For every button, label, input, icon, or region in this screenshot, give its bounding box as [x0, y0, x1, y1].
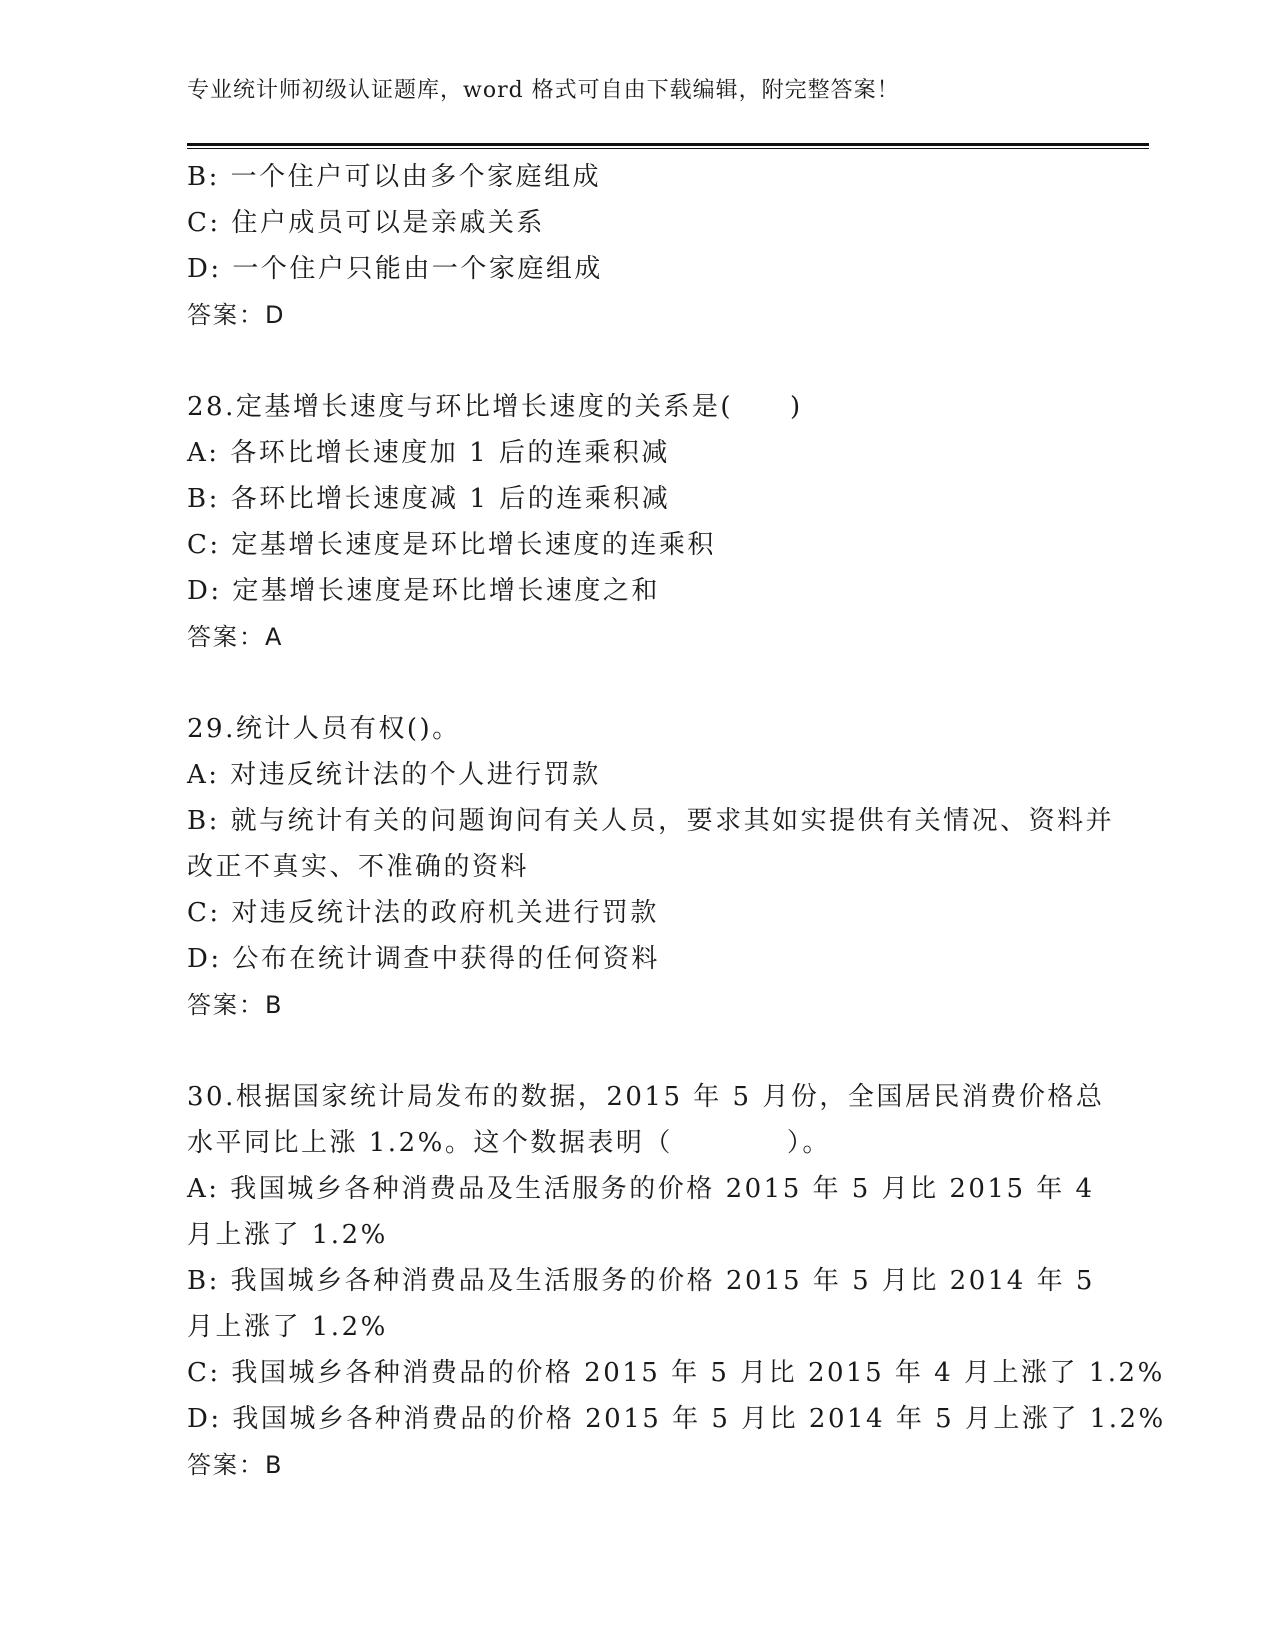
- question-block-29: [187, 706, 1117, 1028]
- option-d: D: 一个住户只能由一个家庭组成: [187, 254, 603, 284]
- header-divider: [187, 143, 1149, 149]
- option-a: A: 我国城乡各种消费品及生活服务的价格 2015 年 5 月比 2015 年 4 月上涨了 1.2%: [187, 1174, 1095, 1250]
- question-block-27: [187, 154, 1117, 338]
- option-b: B: 就与统计有关的问题询问有关人员，要求其如实提供有关情况、资料并改正不真实、不准确的资料: [187, 806, 1115, 882]
- option-b: B: 一个住户可以由多个家庭组成: [187, 162, 602, 192]
- page-header: 专业统计师初级认证题库，word 格式可自由下载编辑，附完整答案！: [187, 78, 900, 103]
- question-block-28: [187, 384, 1117, 660]
- question-stem: 29.统计人员有权()。: [187, 714, 461, 744]
- question-list: [187, 154, 1166, 1488]
- answer-label: 答案：B: [187, 1451, 284, 1479]
- question-stem: 30.根据国家统计局发布的数据，2015 年 5 月份，全国居民消费价格总水平同比上涨 1.2%。这个数据表明（ ）。: [187, 1082, 1105, 1158]
- option-c: C: 定基增长速度是环比增长速度的连乘积: [187, 530, 716, 560]
- question-block-30: [187, 1074, 1166, 1488]
- option-c: C: 我国城乡各种消费品的价格 2015 年 5 月比 2015 年 4 月上涨了 1.2%: [187, 1358, 1165, 1388]
- option-d: D: 定基增长速度是环比增长速度之和: [187, 576, 660, 606]
- option-c: C: 对违反统计法的政府机关进行罚款: [187, 898, 659, 928]
- option-c: C: 住户成员可以是亲戚关系: [187, 208, 545, 238]
- answer-label: 答案：B: [187, 991, 284, 1019]
- option-b: B: 我国城乡各种消费品及生活服务的价格 2015 年 5 月比 2014 年 5 月上涨了 1.2%: [187, 1266, 1095, 1342]
- answer-label: 答案：A: [187, 623, 284, 651]
- option-d: D: 我国城乡各种消费品的价格 2015 年 5 月比 2014 年 5 月上涨了 1.2%: [187, 1404, 1166, 1434]
- option-b: B: 各环比增长速度减 1 后的连乘积减: [187, 484, 671, 514]
- answer-label: 答案：D: [187, 301, 286, 329]
- question-stem: 28.定基增长速度与环比增长速度的关系是( ): [187, 392, 803, 422]
- option-d: D: 公布在统计调查中获得的任何资料: [187, 944, 660, 974]
- option-a: A: 各环比增长速度加 1 后的连乘积减: [187, 438, 670, 468]
- option-a: A: 对违反统计法的个人进行罚款: [187, 760, 601, 790]
